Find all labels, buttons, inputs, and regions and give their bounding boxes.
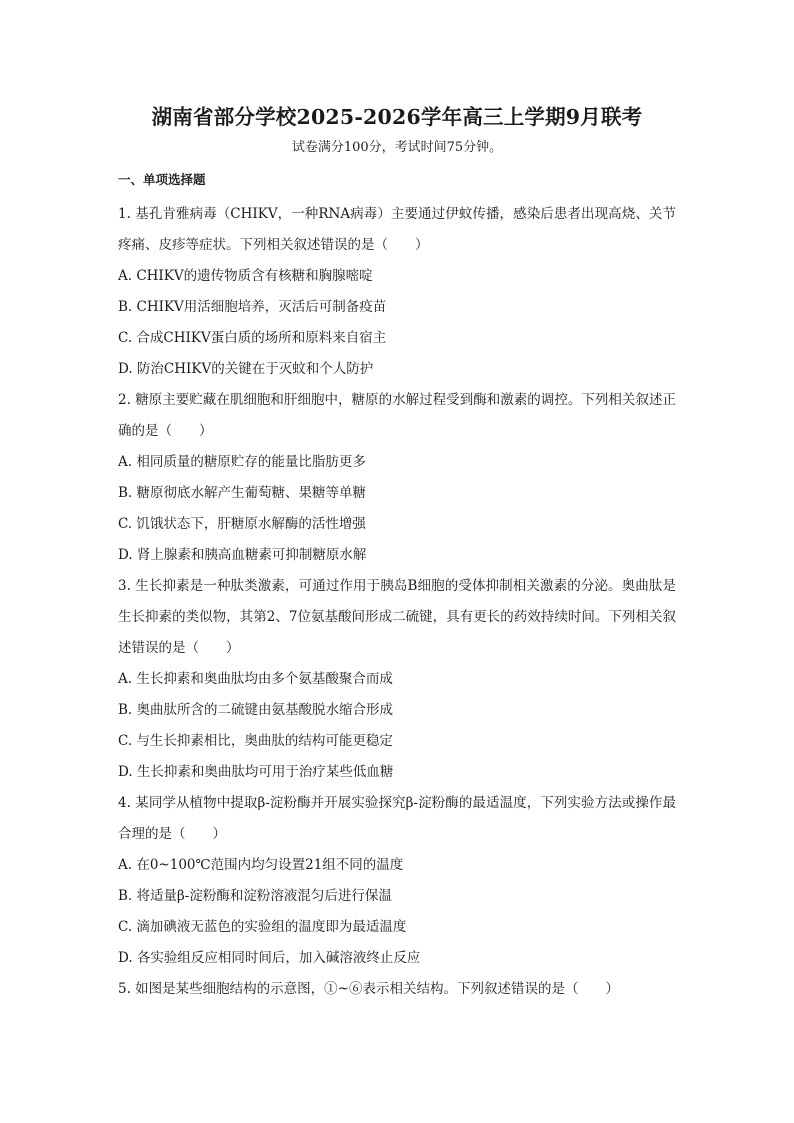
- option-c: C. 饥饿状态下，肝糖原水解酶的活性增强: [118, 516, 366, 532]
- question-stem: 1. 基孔肯雅病毒（CHIKV，一种RNA病毒）主要通过伊蚊传播，感染后患者出现高烧、关节疼痛、皮疹等症状。下列相关叙述错误的是（ ）: [118, 206, 676, 253]
- question-5: [118, 974, 676, 1005]
- question-2: [118, 385, 676, 571]
- option-d: D. 各实验组反应相同时间后，加入碱溶液终止反应: [118, 950, 421, 966]
- question-4: [118, 788, 676, 974]
- option-b: B. 将适量β-淀粉酶和淀粉溶液混匀后进行保温: [118, 888, 392, 904]
- section-heading: 一、单项选择题: [118, 172, 206, 187]
- option-b: B. 奥曲肽所含的二硫键由氨基酸脱水缩合形成: [118, 702, 394, 718]
- question-stem: 4. 某同学从植物中提取β-淀粉酶并开展实验探究β-淀粉酶的最适温度，下列实验方法或操作最合理的是（ ）: [118, 795, 676, 842]
- option-d: D. 肾上腺素和胰高血糖素可抑制糖原水解: [118, 547, 367, 563]
- question-stem: 3. 生长抑素是一种肽类激素，可通过作用于胰岛B细胞的受体抑制相关激素的分泌。奥曲肽是生长抑素的类似物，其第2、7位氨基酸间形成二硫键，具有更长的药效持续时间。下列相关叙述错误的是（ ）: [118, 578, 676, 656]
- option-a: A. 相同质量的糖原贮存的能量比脂肪更多: [118, 454, 366, 470]
- option-c: C. 滴加碘液无蓝色的实验组的温度即为最适温度: [118, 919, 407, 935]
- option-c: C. 与生长抑素相比，奥曲肽的结构可能更稳定: [118, 733, 393, 749]
- question-1: [118, 199, 676, 385]
- exam-info: 试卷满分100分，考试时间75分钟。: [291, 140, 503, 155]
- option-a: A. 在0~100℃范围内均匀设置21组不同的温度: [118, 857, 404, 873]
- option-b: B. CHIKV用活细胞培养，灭活后可制备疫苗: [118, 299, 387, 315]
- exam-title: 湖南省部分学校2025-2026学年高三上学期9月联考: [151, 105, 643, 129]
- question-3: [118, 571, 676, 788]
- option-d: D. 生长抑素和奥曲肽均可用于治疗某些低血糖: [118, 764, 394, 780]
- option-a: A. 生长抑素和奥曲肽均由多个氨基酸聚合而成: [118, 671, 393, 687]
- option-c: C. 合成CHIKV蛋白质的场所和原料来自宿主: [118, 330, 387, 346]
- option-b: B. 糖原彻底水解产生葡萄糖、果糖等单糖: [118, 485, 367, 501]
- option-d: D. 防治CHIKV的关键在于灭蚊和个人防护: [118, 361, 374, 377]
- question-stem: 2. 糖原主要贮藏在肌细胞和肝细胞中，糖原的水解过程受到酶和激素的调控。下列相关叙述正确的是（ ）: [118, 392, 676, 439]
- question-stem: 5. 如图是某些细胞结构的示意图，①~⑥表示相关结构。下列叙述错误的是（ ）: [118, 981, 619, 997]
- option-a: A. CHIKV的遗传物质含有核糖和胸腺嘧啶: [118, 268, 373, 284]
